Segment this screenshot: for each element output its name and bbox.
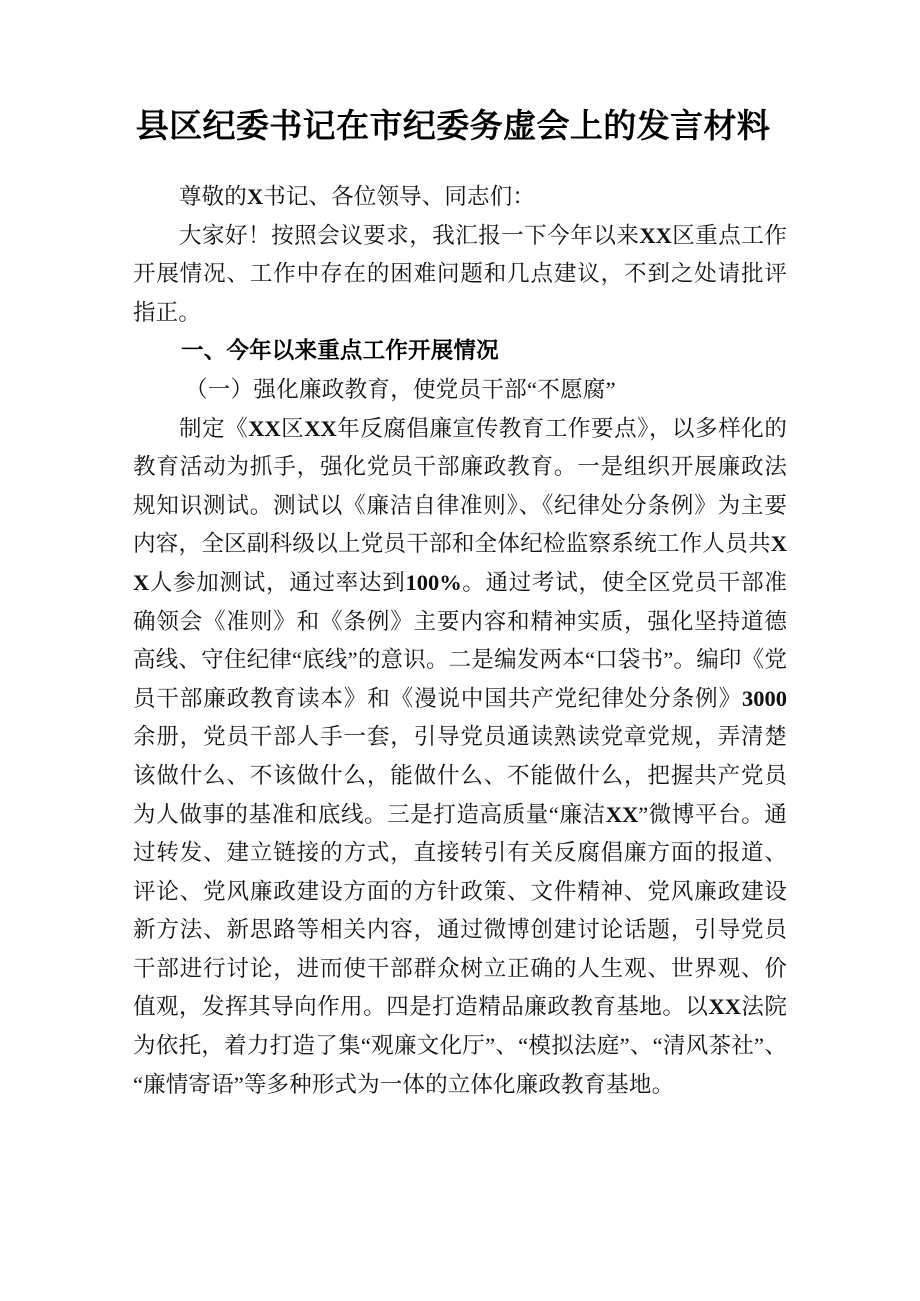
latin-run: 100% bbox=[405, 569, 462, 595]
body-paragraph-1: 制定《XX区XX年反腐倡廉宣传教育工作要点》，以多样化的教育活动为抓手，强化党员干部廉政教育。一是组织开展廉政法规知识测试。测试以《廉洁自律准则》、《纪律处分条例》为主要内容，全区副科级以上党员干部和全体纪检监察系统工作人员共XX人参加测试，通过率达到100%。通过考试，使全区党员干部准确领会《准则》和《条例》主要内容和精神实质，强化坚持道德高线、守住纪律“底线”的意识。二是编发两本“口袋书”。编印《党员干部廉政教育读本》和《漫说中国共产党纪律处分条例》3000余册，党员干部人手一套，引导党员通读熟读党章党规，弄清楚该做什么、不该做什么，能做什么、不能做什么，把握共产党员为人做事的基准和底线。三是打造高质量“廉洁XX”微博平台。通过转发、建立链接的方式，直接转引有关反腐倡廉方面的报道、评论、党风廉政建设方面的方针政策、文件精神、党风廉政建设新方法、新思路等相关内容，通过微博创建讨论话题，引导党员干部进行讨论，进而使干部群众树立正确的人生观、世界观、价值观，发挥其导向作用。四是打造精品廉政教育基地。以XX法院为依托，着力打造了集“观廉文化厅”、“模拟法庭”、“清风茶社”、“廉情寄语”等多种形式为一体的立体化廉政教育基地。 bbox=[133, 415, 788, 1097]
document-content bbox=[133, 0, 787, 1104]
document-body bbox=[133, 178, 787, 1104]
latin-run: XX bbox=[639, 222, 672, 248]
latin-run: XX bbox=[248, 415, 281, 441]
salutation-paragraph: 尊敬的X书记、各位领导、同志们： bbox=[179, 184, 536, 209]
latin-run: XX bbox=[304, 415, 337, 441]
page-title: 县区纪委书记在市纪委务虚会上的发言材料 bbox=[135, 107, 771, 144]
section-heading-1: 一、今年以来重点工作开展情况 bbox=[181, 338, 499, 364]
subsection-heading-1: （一）强化廉政教育，使党员干部“不愿腐” bbox=[185, 376, 616, 402]
latin-run: XX bbox=[708, 994, 741, 1020]
latin-run: X bbox=[246, 184, 264, 209]
opening-paragraph: 大家好！按照会议要求，我汇报一下今年以来XX区重点工作开展情况、工作中存在的困难问题和几点建议，不到之处请批评指正。 bbox=[133, 222, 787, 325]
latin-run: 3000 bbox=[742, 685, 787, 711]
latin-run: XX bbox=[605, 801, 639, 827]
latin-run: XX bbox=[133, 531, 787, 595]
